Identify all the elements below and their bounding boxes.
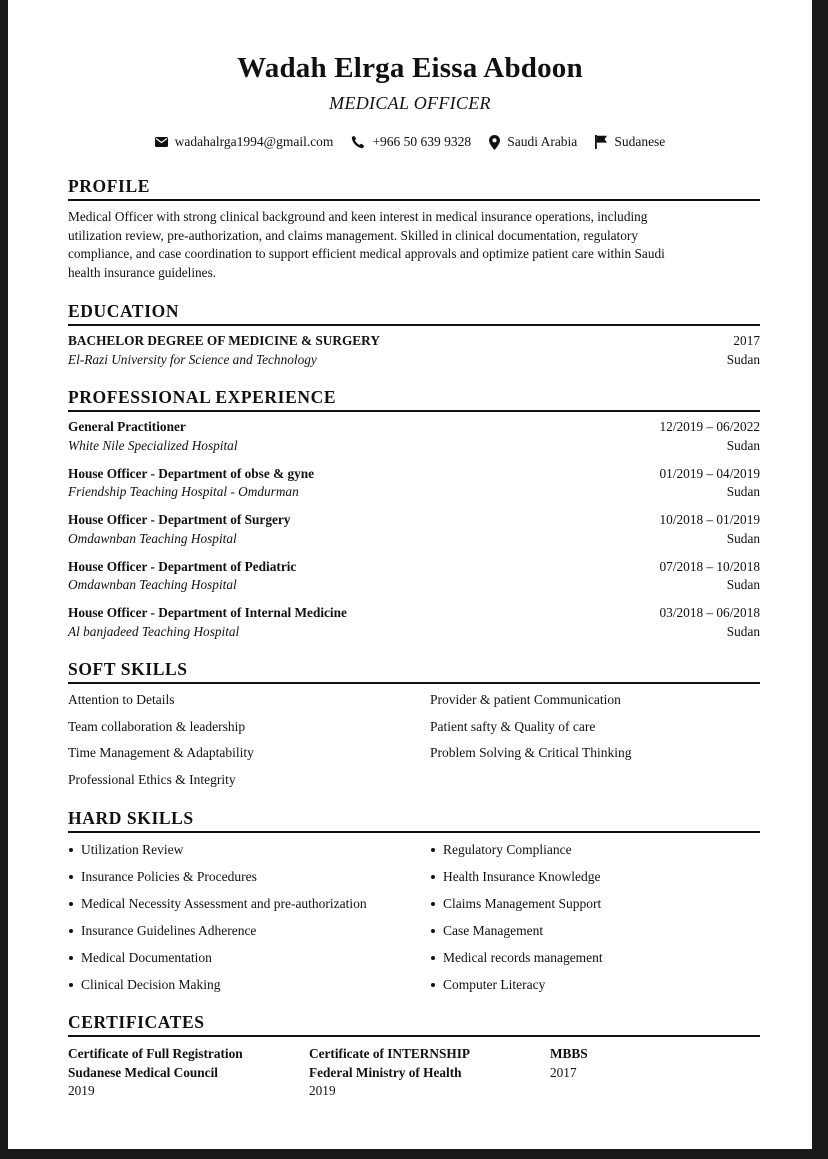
section-heading: SOFT SKILLS xyxy=(68,657,760,684)
certificate-issuer: Federal Ministry of Health xyxy=(309,1064,462,1080)
resume-header xyxy=(8,48,812,116)
soft-skill-item: Provider & patient Communication xyxy=(430,692,621,707)
job-role: House Officer - Department of Pediatric xyxy=(68,558,297,574)
phone-icon xyxy=(351,135,365,149)
profile-line: utilization review, pre-authorization, and claims management. Skilled in clinical documentation, regulatory xyxy=(68,227,638,243)
certificate-item xyxy=(550,1045,750,1101)
profile-summary xyxy=(68,208,760,282)
profile-section xyxy=(68,174,760,282)
bullet-icon xyxy=(69,848,73,852)
soft-skill-item: Team collaboration & leadership xyxy=(68,718,246,734)
soft-skills-section xyxy=(68,657,760,794)
nationality-text: Sudanese xyxy=(614,134,666,149)
job-location: Sudan xyxy=(726,437,760,453)
graduation-year: 2017 xyxy=(733,333,760,348)
bullet-icon xyxy=(431,848,435,852)
certificate-name: MBBS xyxy=(550,1046,588,1061)
hard-skill-item: Insurance Guidelines Adherence xyxy=(68,917,430,944)
job-dates: 07/2018 – 10/2018 xyxy=(659,558,760,574)
employer: Omdawnban Teaching Hospital xyxy=(68,577,237,592)
location-text: Saudi Arabia xyxy=(507,134,578,149)
bullet-icon xyxy=(431,902,435,906)
hard-skill-item: Insurance Policies & Procedures xyxy=(68,863,430,890)
hard-skills-section xyxy=(68,806,760,998)
candidate-name: Wadah Elrga Eissa Abdoon xyxy=(237,52,583,84)
profile-line: compliance, and case coordination to support efficient medical approvals and optimize patient care within Saudi xyxy=(68,246,665,261)
job-role: House Officer - Department of Surgery xyxy=(68,512,291,527)
soft-skill-item: Problem Solving & Critical Thinking xyxy=(430,745,632,761)
job-role: House Officer - Department of obse & gyne xyxy=(68,465,315,481)
experience-entry xyxy=(68,418,760,455)
experience-entry xyxy=(68,511,760,548)
hard-skill-item: Utilization Review xyxy=(68,836,430,863)
section-heading: CERTIFICATES xyxy=(68,1010,760,1037)
job-location: Sudan xyxy=(726,530,760,546)
soft-skill-item: Patient safty & Quality of care xyxy=(430,718,596,734)
section-heading: HARD SKILLS xyxy=(68,806,760,833)
soft-skills-list xyxy=(68,687,760,794)
section-heading: PROFESSIONAL EXPERIENCE xyxy=(68,385,760,412)
section-heading: EDUCATION xyxy=(68,299,760,326)
job-location: Sudan xyxy=(726,484,760,499)
soft-skill-item: Attention to Details xyxy=(68,692,175,707)
certificates-list xyxy=(68,1045,760,1101)
flag-icon xyxy=(595,135,607,149)
hard-skill-item: Clinical Decision Making xyxy=(68,971,430,998)
certificate-name: Certificate of INTERNSHIP xyxy=(309,1046,471,1061)
certificate-item xyxy=(68,1045,309,1101)
hard-skill-item: Claims Management Support xyxy=(430,890,760,917)
bullet-icon xyxy=(431,956,435,960)
profile-line: Medical Officer with strong clinical background and keen interest in medical insurance operations, including xyxy=(68,209,648,224)
location-pin-icon xyxy=(489,135,500,150)
bullet-icon xyxy=(69,902,73,906)
bullet-icon xyxy=(69,956,73,960)
job-dates: 12/2019 – 06/2022 xyxy=(659,419,760,434)
hard-skill-item: Health Insurance Knowledge xyxy=(430,863,760,890)
phone-text: +966 50 639 9328 xyxy=(372,134,472,149)
envelope-icon xyxy=(155,137,168,147)
job-dates: 10/2018 – 01/2019 xyxy=(659,512,760,527)
contact-phone[interactable] xyxy=(351,130,471,154)
employer: Friendship Teaching Hospital - Omdurman xyxy=(68,484,299,499)
bullet-icon xyxy=(69,929,73,933)
profile-line: health insurance guidelines. xyxy=(68,264,217,280)
school-name: El-Razi University for Science and Technology xyxy=(68,351,317,367)
contact-email[interactable] xyxy=(155,130,334,154)
degree-name: BACHELOR DEGREE OF MEDICINE & SURGERY xyxy=(68,333,380,348)
certificates-section xyxy=(68,1010,760,1101)
bullet-icon xyxy=(431,875,435,879)
soft-skill-item: Time Management & Adaptability xyxy=(68,745,254,761)
hard-skill-item: Medical Necessity Assessment and pre-authorization xyxy=(68,890,430,917)
certificate-item xyxy=(309,1045,550,1101)
experience-entry xyxy=(68,465,760,502)
employer: Al banjadeed Teaching Hospital xyxy=(68,623,240,639)
certificate-year: 2019 xyxy=(68,1083,95,1098)
job-dates: 03/2018 – 06/2018 xyxy=(659,605,760,620)
employer: Omdawnban Teaching Hospital xyxy=(68,530,237,546)
bullet-icon xyxy=(69,875,73,879)
certificate-issuer: Sudanese Medical Council xyxy=(68,1064,218,1080)
experience-entry xyxy=(68,604,760,641)
school-location: Sudan xyxy=(726,351,760,367)
contact-location xyxy=(489,130,577,154)
job-dates: 01/2019 – 04/2019 xyxy=(659,465,760,481)
hard-skill-item: Computer Literacy xyxy=(430,971,760,998)
bullet-icon xyxy=(431,929,435,933)
hard-skill-item: Case Management xyxy=(430,917,760,944)
soft-skill-item: Professional Ethics & Integrity xyxy=(68,772,236,788)
certificate-year: 2019 xyxy=(309,1083,336,1098)
education-entry xyxy=(68,332,760,369)
contact-bar xyxy=(8,130,812,154)
hard-skills-list xyxy=(68,836,760,998)
job-role: General Practitioner xyxy=(68,419,186,434)
education-section xyxy=(68,299,760,369)
employer: White Nile Specialized Hospital xyxy=(68,437,238,453)
bullet-icon xyxy=(69,983,73,987)
job-role: House Officer - Department of Internal Medicine xyxy=(68,605,347,620)
job-location: Sudan xyxy=(726,623,760,639)
resume-page xyxy=(8,0,812,1149)
section-heading: PROFILE xyxy=(68,174,760,201)
experience-entry xyxy=(68,558,760,595)
job-title: MEDICAL OFFICER xyxy=(329,93,491,113)
email-text: wadahalrga1994@gmail.com xyxy=(174,134,334,149)
hard-skill-item: Medical records management xyxy=(430,944,760,971)
contact-nationality xyxy=(595,130,665,154)
hard-skill-item: Medical Documentation xyxy=(68,944,430,971)
certificate-year: 2017 xyxy=(550,1064,577,1080)
experience-section xyxy=(68,385,760,641)
certificate-name: Certificate of Full Registration xyxy=(68,1046,243,1061)
job-location: Sudan xyxy=(726,577,760,592)
hard-skill-item: Regulatory Compliance xyxy=(430,836,760,863)
bullet-icon xyxy=(431,983,435,987)
